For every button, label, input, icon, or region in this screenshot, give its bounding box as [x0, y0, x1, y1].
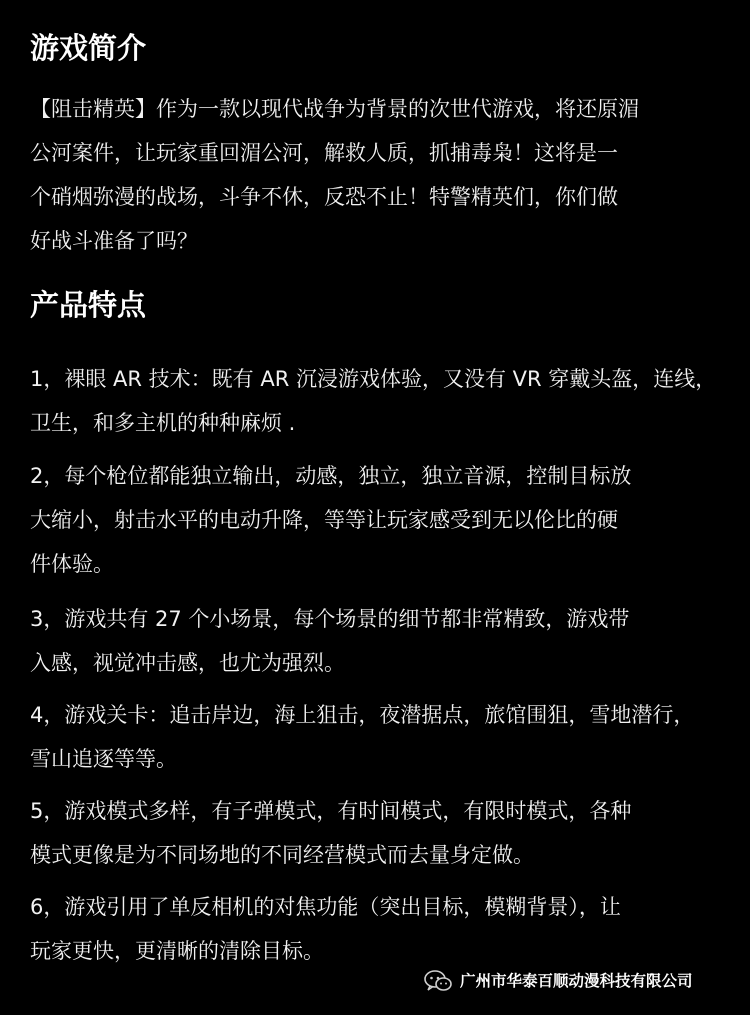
- feature-line: 1，裸眼 AR 技术：既有 AR 沉浸游戏体验，又没有 VR 穿戴头盔，连线，: [30, 367, 717, 391]
- feature-item-3: [30, 597, 720, 685]
- intro-line: 个硝烟弥漫的战场，斗争不休，反恐不止！特警精英们，你们做: [30, 185, 618, 209]
- feature-line: 雪山追逐等等。: [30, 747, 177, 771]
- wechat-icon: [424, 970, 452, 992]
- watermark: [424, 968, 693, 994]
- intro-line: 好战斗准备了吗？: [30, 229, 198, 253]
- intro-paragraph: [30, 87, 720, 263]
- feature-line: 4，游戏关卡：追击岸边，海上狙击，夜潜据点，旅馆围狙，雪地潜行，: [30, 703, 695, 727]
- feature-item-5: [30, 789, 720, 877]
- feature-line: 件体验。: [30, 552, 114, 576]
- intro-line: 【阻击精英】作为一款以现代战争为背景的次世代游戏，将还原湄: [30, 97, 639, 121]
- feature-item-2: [30, 454, 720, 586]
- feature-line: 卫生，和多主机的种种麻烦 .: [30, 411, 296, 435]
- feature-line: 3，游戏共有 27 个小场景，每个场景的细节都非常精致，游戏带: [30, 607, 630, 631]
- feature-item-6: [30, 885, 720, 973]
- company-name: 广州市华泰百顺动漫科技有限公司: [460, 972, 693, 990]
- feature-item-4: [30, 693, 720, 781]
- intro-line: 公河案件，让玩家重回湄公河，解救人质，抓捕毒枭！这将是一: [30, 141, 618, 165]
- feature-line: 玩家更快，更清晰的清除目标。: [30, 939, 324, 963]
- feature-item-1: [30, 357, 720, 445]
- feature-line: 入感，视觉冲击感，也尤为强烈。: [30, 651, 345, 675]
- intro-heading: 游戏简介: [30, 31, 147, 65]
- feature-line: 大缩小，射击水平的电动升降，等等让玩家感受到无以伦比的硬: [30, 508, 618, 532]
- feature-line: 模式更像是为不同场地的不同经营模式而去量身定做。: [30, 843, 534, 867]
- feature-line: 6，游戏引用了单反相机的对焦功能（突出目标，模糊背景），让: [30, 895, 621, 919]
- feature-line: 2，每个枪位都能独立输出，动感，独立，独立音源，控制目标放: [30, 464, 632, 488]
- feature-line: 5，游戏模式多样，有子弹模式，有时间模式，有限时模式，各种: [30, 799, 632, 823]
- features-heading: 产品特点: [30, 288, 147, 322]
